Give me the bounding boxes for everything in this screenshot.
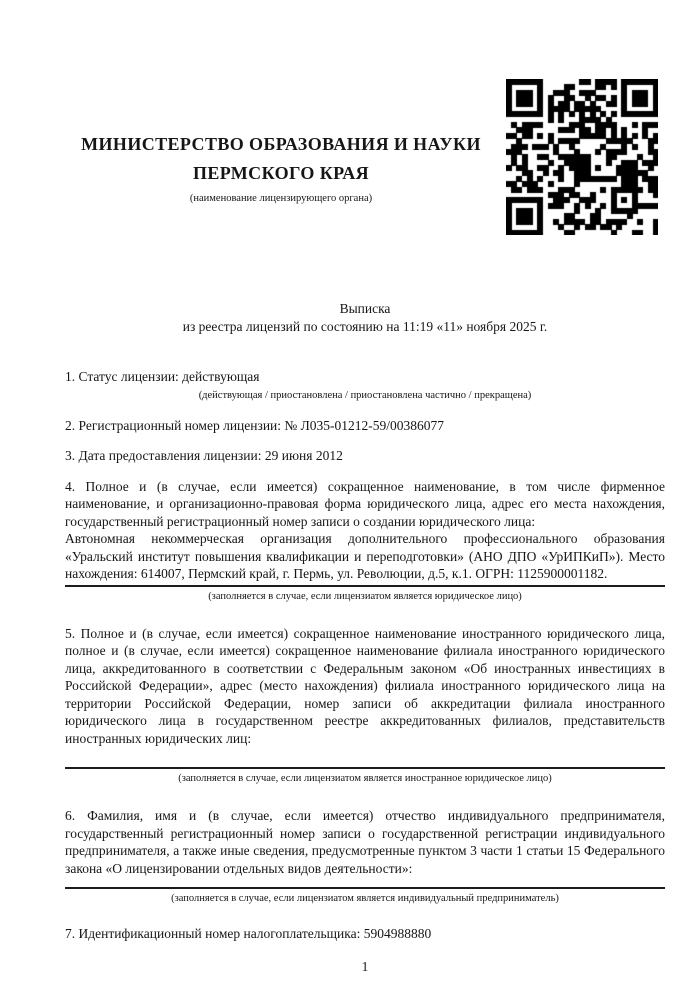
item-legal-entity [65, 478, 665, 603]
registration-number-text: 2. Регистрационный номер лицензии: № Л035-01212-59/00386077 [65, 417, 445, 433]
document-content [65, 0, 665, 975]
license-status-text: 1. Статус лицензии: действующая [65, 369, 260, 384]
foreign-entity-rule [65, 767, 665, 769]
item-taxpayer-number [65, 925, 665, 943]
individual-entrepreneur-rule [65, 887, 665, 889]
item-individual-entrepreneur [65, 807, 665, 905]
extract-title [65, 300, 665, 335]
authority-caption: (наименование лицензирующего органа) [189, 193, 373, 204]
authority-name-line2: ПЕРМСКОГО КРАЯ [192, 163, 370, 183]
page-number: 1 [361, 958, 369, 974]
individual-entrepreneur-heading: 6. Фамилия, имя и (в случае, если имеется) отчество индивидуального предпринимателя, государственный регистрационный номер записи о государственной регистрации индивидуального предпринимателя, а также иные сведения, предусмотренные пунктом 3 части 1 статьи 15 Федерального закона «О лицензировании отдельных видов деятельности»: [65, 808, 665, 876]
legal-entity-rule [65, 585, 665, 587]
licensing-authority-block [65, 130, 497, 205]
extract-title-line1: Выписка [339, 301, 391, 316]
item-license-date [65, 447, 665, 465]
legal-entity-value: Автономная некоммерческая организация дополнительного профессионального образования «Уральский институт повышения квалификации и переподготовки» (АНО ДПО «УрИПКиП»). Место нахождения: 614007, Пермский край, г. Пермь, ул. Революции, д.5, к.1. ОГРН: 1125900001182. [65, 531, 665, 581]
qr-code-icon [506, 79, 658, 235]
authority-name-line1: МИНИСТЕРСТВО ОБРАЗОВАНИЯ И НАУКИ [81, 134, 481, 154]
document-header [65, 0, 665, 300]
foreign-entity-caption: (заполняется в случае, если лицензиатом является иностранное юридическое лицо) [178, 773, 552, 784]
foreign-entity-heading: 5. Полное и (в случае, если имеется) сокращенное наименование иностранного юридического лица, полное и (в случае, если имеется) сокращенное наименование филиала иностранного юридического лица, аккредитованного в соответствии с Федеральным законом «Об иностранных инвестициях в Российской Федерации», адрес (место нахождения) филиала иностранного юридического лица на территории Российской Федерации, номер записи об аккредитации филиала иностранного юридического лица в государственном реестре аккредитованных филиалов, представительств иностранных юридических лиц: [65, 625, 665, 746]
item-license-status [65, 368, 665, 402]
license-status-caption: (действующая / приостановлена / приостановлена частично / прекращена) [198, 389, 532, 401]
legal-entity-heading: 4. Полное и (в случае, если имеется) сокращенное наименование, в том числе фирменное наименование, и организационно-правовая форма юридического лица, адрес его места нахождения, государственный регистрационный номер записи о создании юридического лица: [65, 478, 665, 529]
extract-title-line2: из реестра лицензий по состоянию на 11:19 «11» ноября 2025 г. [182, 318, 548, 334]
individual-entrepreneur-caption: (заполняется в случае, если лицензиатом является индивидуальный предприниматель) [171, 893, 559, 904]
item-foreign-entity [65, 625, 665, 786]
item-registration-number [65, 417, 665, 435]
license-date-text: 3. Дата предоставления лицензии: 29 июня 2012 [65, 448, 343, 463]
taxpayer-number-text: 7. Идентификационный номер налогоплательщика: 5904988880 [65, 926, 432, 941]
legal-entity-caption: (заполняется в случае, если лицензиатом является юридическое лицо) [208, 590, 522, 602]
